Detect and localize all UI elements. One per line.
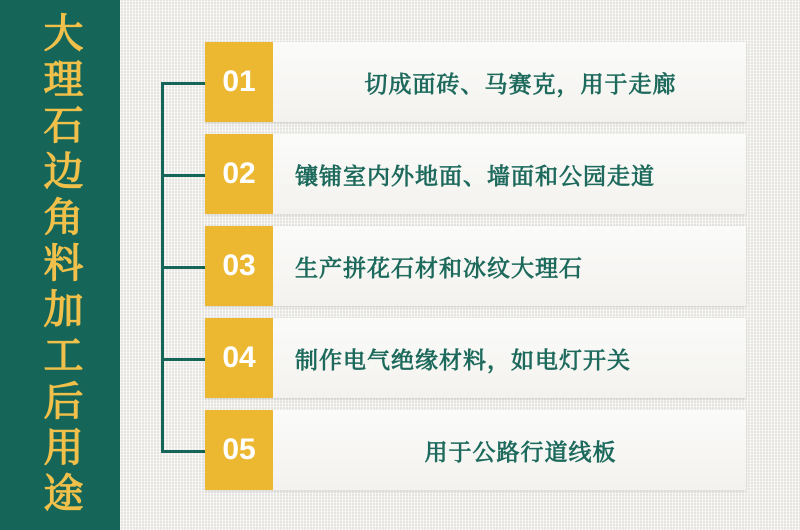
item-number: 02 [205, 134, 273, 214]
list-item[interactable] [161, 226, 761, 306]
connector-line [161, 358, 205, 361]
list-item[interactable] [161, 134, 761, 214]
page-title: 大理石边角料加工后用途 [37, 12, 83, 518]
list-item[interactable] [161, 410, 761, 490]
item-number: 05 [205, 410, 273, 490]
connector-line [161, 82, 205, 85]
item-number: 01 [205, 42, 273, 122]
item-card[interactable] [205, 42, 746, 122]
item-text: 用于公路行道线板 [424, 439, 617, 466]
side-title-panel [0, 0, 120, 530]
item-card[interactable] [205, 134, 746, 214]
item-text: 制作电气绝缘材料，如电灯开关 [295, 347, 631, 374]
item-card[interactable] [205, 318, 746, 398]
list-item[interactable] [161, 318, 761, 398]
item-card[interactable] [205, 410, 746, 490]
item-text: 切成面砖、马赛克，用于走廊 [364, 71, 677, 98]
items-list [161, 42, 761, 502]
item-number: 04 [205, 318, 273, 398]
connector-line [161, 450, 205, 453]
connector-line [161, 266, 205, 269]
item-number: 03 [205, 226, 273, 306]
item-text: 镶铺室内外地面、墙面和公园走道 [295, 163, 655, 190]
list-item[interactable] [161, 42, 761, 122]
item-card[interactable] [205, 226, 746, 306]
item-text: 生产拼花石材和冰纹大理石 [295, 255, 583, 282]
connector-line [161, 174, 205, 177]
